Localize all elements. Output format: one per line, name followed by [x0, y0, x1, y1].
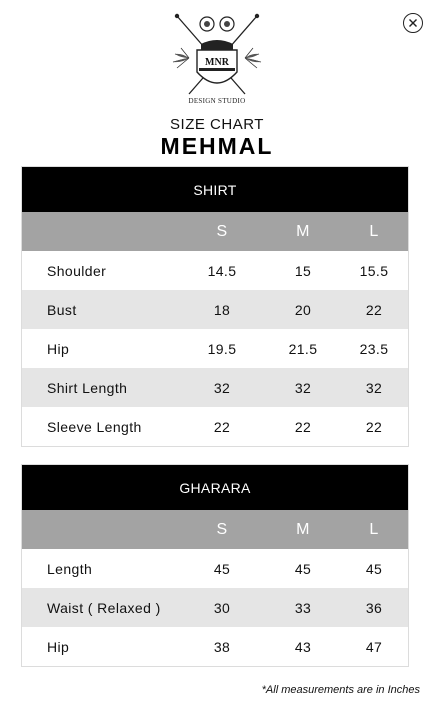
measurement-label: Bust — [47, 301, 77, 318]
close-button[interactable] — [403, 13, 423, 33]
page-title: MEHMAL — [160, 133, 274, 159]
value-s: 45 — [213, 560, 231, 577]
measurement-label: Sleeve Length — [47, 418, 142, 435]
value-l: 47 — [365, 638, 383, 655]
value-l: 32 — [365, 379, 383, 396]
size-header-row — [22, 212, 408, 251]
brand-monogram: MNR — [205, 57, 229, 68]
size-header-m: M — [296, 520, 310, 538]
table-row — [22, 627, 408, 666]
table-row — [22, 251, 408, 290]
measurement-footnote: *All measurements are in Inches — [261, 684, 420, 696]
table-heading: SHIRT — [22, 167, 408, 212]
close-icon — [408, 18, 418, 28]
table-row — [22, 290, 408, 329]
table-row — [22, 407, 408, 446]
measurement-label: Hip — [47, 340, 70, 357]
measurement-label: Length — [47, 560, 93, 577]
value-s: 14.5 — [207, 262, 237, 279]
brand-logo — [167, 10, 267, 110]
value-s: 30 — [213, 599, 231, 616]
value-m: 43 — [294, 638, 312, 655]
brand-caption: DESIGN STUDIO — [188, 97, 246, 105]
value-l: 45 — [365, 560, 383, 577]
value-m: 32 — [294, 379, 312, 396]
value-l: 15.5 — [359, 262, 389, 279]
size-header-l: L — [369, 520, 379, 538]
measurement-label: Shirt Length — [47, 379, 128, 396]
table-row — [22, 368, 408, 407]
shirt-size-table — [21, 166, 409, 447]
value-s: 18 — [213, 301, 231, 318]
page-subtitle: SIZE CHART — [170, 116, 264, 133]
table-row — [22, 588, 408, 627]
value-m: 33 — [294, 599, 312, 616]
value-m: 22 — [294, 418, 312, 435]
measurement-label: Hip — [47, 638, 70, 655]
value-m: 21.5 — [288, 340, 318, 357]
size-header-row — [22, 510, 408, 549]
size-header-m: M — [296, 222, 310, 240]
size-header-s: S — [216, 520, 228, 538]
value-s: 32 — [213, 379, 231, 396]
table-heading: GHARARA — [22, 465, 408, 510]
measurement-label: Waist ( Relaxed ) — [47, 599, 161, 616]
value-m: 15 — [294, 262, 312, 279]
value-s: 22 — [213, 418, 231, 435]
value-s: 19.5 — [207, 340, 237, 357]
value-l: 22 — [365, 418, 383, 435]
table-row — [22, 549, 408, 588]
value-m: 20 — [294, 301, 312, 318]
gharara-size-table — [21, 464, 409, 667]
value-l: 36 — [365, 599, 383, 616]
size-header-l: L — [369, 222, 379, 240]
value-l: 23.5 — [359, 340, 389, 357]
value-l: 22 — [365, 301, 383, 318]
value-s: 38 — [213, 638, 231, 655]
measurement-label: Shoulder — [47, 262, 107, 279]
value-m: 45 — [294, 560, 312, 577]
size-header-s: S — [216, 222, 228, 240]
table-row — [22, 329, 408, 368]
